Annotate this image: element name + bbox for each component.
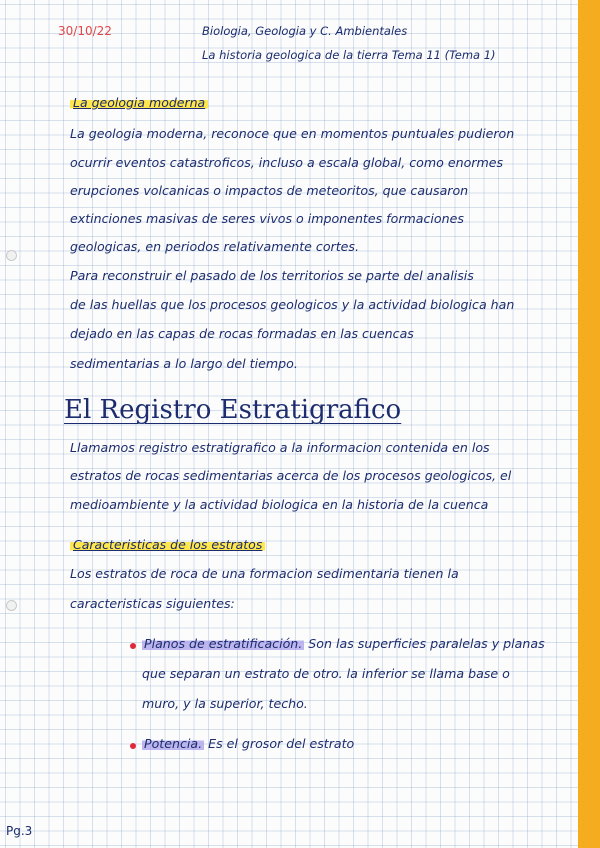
text-line: caracteristicas siguientes: [70,596,235,611]
text-line: La geologia moderna, reconoce que en momentos puntuales pudieron [70,126,515,141]
page-number: Pg.3 [6,824,33,838]
text-line: Llamamos registro estratigrafico a la informacion contenida en los [70,440,490,455]
date: 30/10/22 [58,24,112,38]
bullet-line [142,636,545,651]
bullet-text: Es el grosor del estrato [208,736,355,751]
bullet-text: Son las superficies paralelas y planas [308,636,545,651]
text-line: estratos de rocas sedimentarias acerca de los procesos geologicos, el [70,468,512,483]
binder-hole [6,600,17,611]
bullet-icon [130,743,136,749]
bullet-line: muro, y la superior, techo. [142,696,308,711]
text-line: erupciones volcanicas o impactos de meteoritos, que causaron [70,183,469,198]
text-line: sedimentarias a lo largo del tiempo. [70,356,298,371]
text-line: geologicas, en periodos relativamente cortes. [70,239,359,254]
text-line: medioambiente y la actividad biologica en la historia de la cuenca [70,497,489,512]
text-line: dejado en las capas de rocas formadas en las cuencas [70,326,414,341]
binder-hole [6,250,17,261]
text-line: ocurrir eventos catastroficos, incluso a escala global, como enormes [70,155,504,170]
bullet-line: que separan un estrato de otro. la inferior se llama base o [142,666,510,681]
text-line: Para reconstruir el pasado de los territorios se parte del analisis [70,268,474,283]
bullet-icon [130,643,136,649]
bullet-term: Potencia. [144,736,203,751]
subject: Biologia, Geologia y C. Ambientales [202,24,408,38]
text-line: Los estratos de roca de una formacion sedimentaria tienen la [70,566,459,581]
margin-strip [578,0,600,848]
text-line: de las huellas que los procesos geologicos y la actividad biologica han [70,297,515,312]
bullet-line [142,736,354,751]
bullet-term: Planos de estratificación. [144,636,303,651]
section-title-registro: El Registro Estratigrafico [64,395,402,425]
section-heading-geologia: La geologia moderna [70,95,208,110]
section-heading-caracteristicas: Caracteristicas de los estratos [70,537,265,552]
topic: La historia geologica de la tierra Tema 11 (Tema 1) [202,48,496,62]
text-line: extinciones masivas de seres vivos o imponentes formaciones [70,211,464,226]
